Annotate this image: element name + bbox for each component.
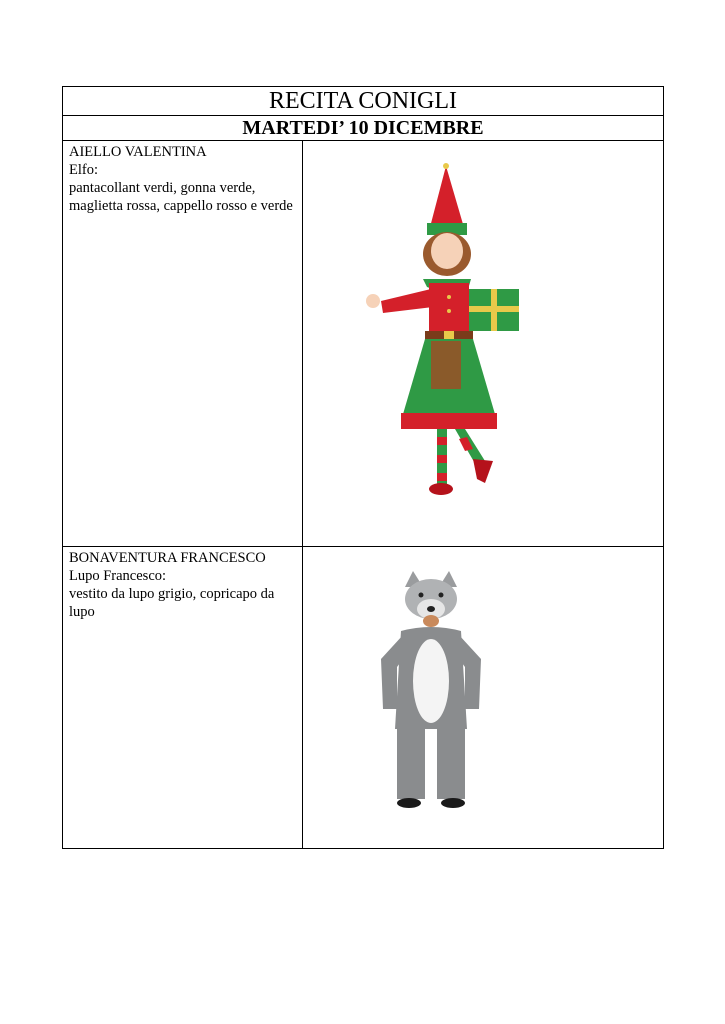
costume-table xyxy=(62,86,664,849)
costume-description: pantacollant verdi, gonna verde, maglietta rossa, cappello rosso e verde xyxy=(69,180,293,214)
wolf-costume-icon xyxy=(371,569,491,819)
table-row xyxy=(63,141,664,547)
entry-text-cell xyxy=(63,547,303,849)
child-name: AIELLO VALENTINA xyxy=(69,144,207,160)
entry-text-cell xyxy=(63,141,303,547)
child-name: BONAVENTURA FRANCESCO xyxy=(69,550,266,566)
wolf-costume-photo xyxy=(303,547,664,849)
document-date: MARTEDI’ 10 DICEMBRE xyxy=(63,116,664,141)
document-title: RECITA CONIGLI xyxy=(63,87,664,116)
elf-costume-photo xyxy=(303,141,664,547)
table-row xyxy=(63,547,664,849)
costume-role: Elfo: xyxy=(69,162,98,178)
elf-costume-icon xyxy=(351,161,531,511)
costume-role: Lupo Francesco: xyxy=(69,568,167,584)
costume-description: vestito da lupo grigio, copricapo da lupo xyxy=(69,586,275,620)
